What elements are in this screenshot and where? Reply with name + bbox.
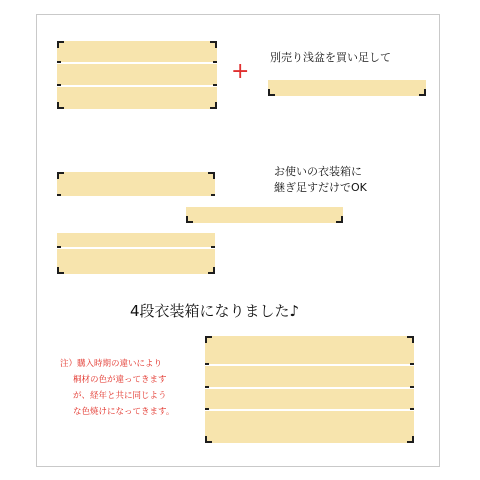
tier-divider <box>205 409 414 411</box>
metal-corner <box>268 89 275 96</box>
metal-corner <box>57 267 64 274</box>
metal-corner <box>57 102 64 109</box>
metal-corner <box>57 41 64 48</box>
metal-fitting <box>410 386 414 388</box>
metal-fitting <box>57 246 61 248</box>
metal-fitting <box>410 408 414 410</box>
original-chest <box>57 41 217 109</box>
metal-fitting <box>211 246 215 248</box>
metal-corner <box>407 336 414 343</box>
metal-corner <box>407 436 414 443</box>
note-line-4: な色焼けになってきます。 <box>73 407 175 417</box>
metal-corner <box>57 172 64 179</box>
metal-corner <box>419 89 426 96</box>
note-line-1: 注）購入時期の違いにより <box>60 359 163 369</box>
metal-fitting <box>205 408 209 410</box>
added-tray <box>268 80 426 96</box>
metal-corner <box>205 336 212 343</box>
metal-corner <box>186 216 193 223</box>
tier-divider <box>57 247 215 249</box>
caption-add-tray: 別売り浅盆を買い足して <box>270 51 391 64</box>
metal-corner <box>336 216 343 223</box>
metal-fitting <box>57 84 61 86</box>
chest-bottom-tiers <box>57 233 215 274</box>
chest-top-tier <box>57 172 215 196</box>
metal-fitting <box>213 61 217 63</box>
note-line-2: 桐材の色が違ってきます <box>73 375 167 385</box>
metal-corner <box>205 436 212 443</box>
metal-fitting <box>205 363 209 365</box>
metal-corner <box>210 41 217 48</box>
metal-corner <box>208 172 215 179</box>
tier-divider <box>205 387 414 389</box>
metal-fitting <box>57 194 61 196</box>
note-line-3: が、経年と共に同じよう <box>73 391 167 401</box>
metal-fitting <box>205 386 209 388</box>
plus-sign: + <box>231 59 250 84</box>
metal-corner <box>210 102 217 109</box>
metal-fitting <box>211 194 215 196</box>
tier-divider <box>57 62 217 64</box>
metal-fitting <box>410 363 414 365</box>
result-chest <box>205 336 414 443</box>
metal-fitting <box>57 61 61 63</box>
tier-divider <box>205 364 414 366</box>
result-caption: 4段衣装箱になりました♪ <box>130 302 300 320</box>
caption-use-line-2: 継ぎ足すだけでOK <box>274 181 367 194</box>
metal-fitting <box>213 84 217 86</box>
caption-use-line-1: お使いの衣装箱に <box>274 165 362 178</box>
inserted-tray <box>186 207 343 223</box>
tier-divider <box>57 85 217 87</box>
metal-corner <box>208 267 215 274</box>
